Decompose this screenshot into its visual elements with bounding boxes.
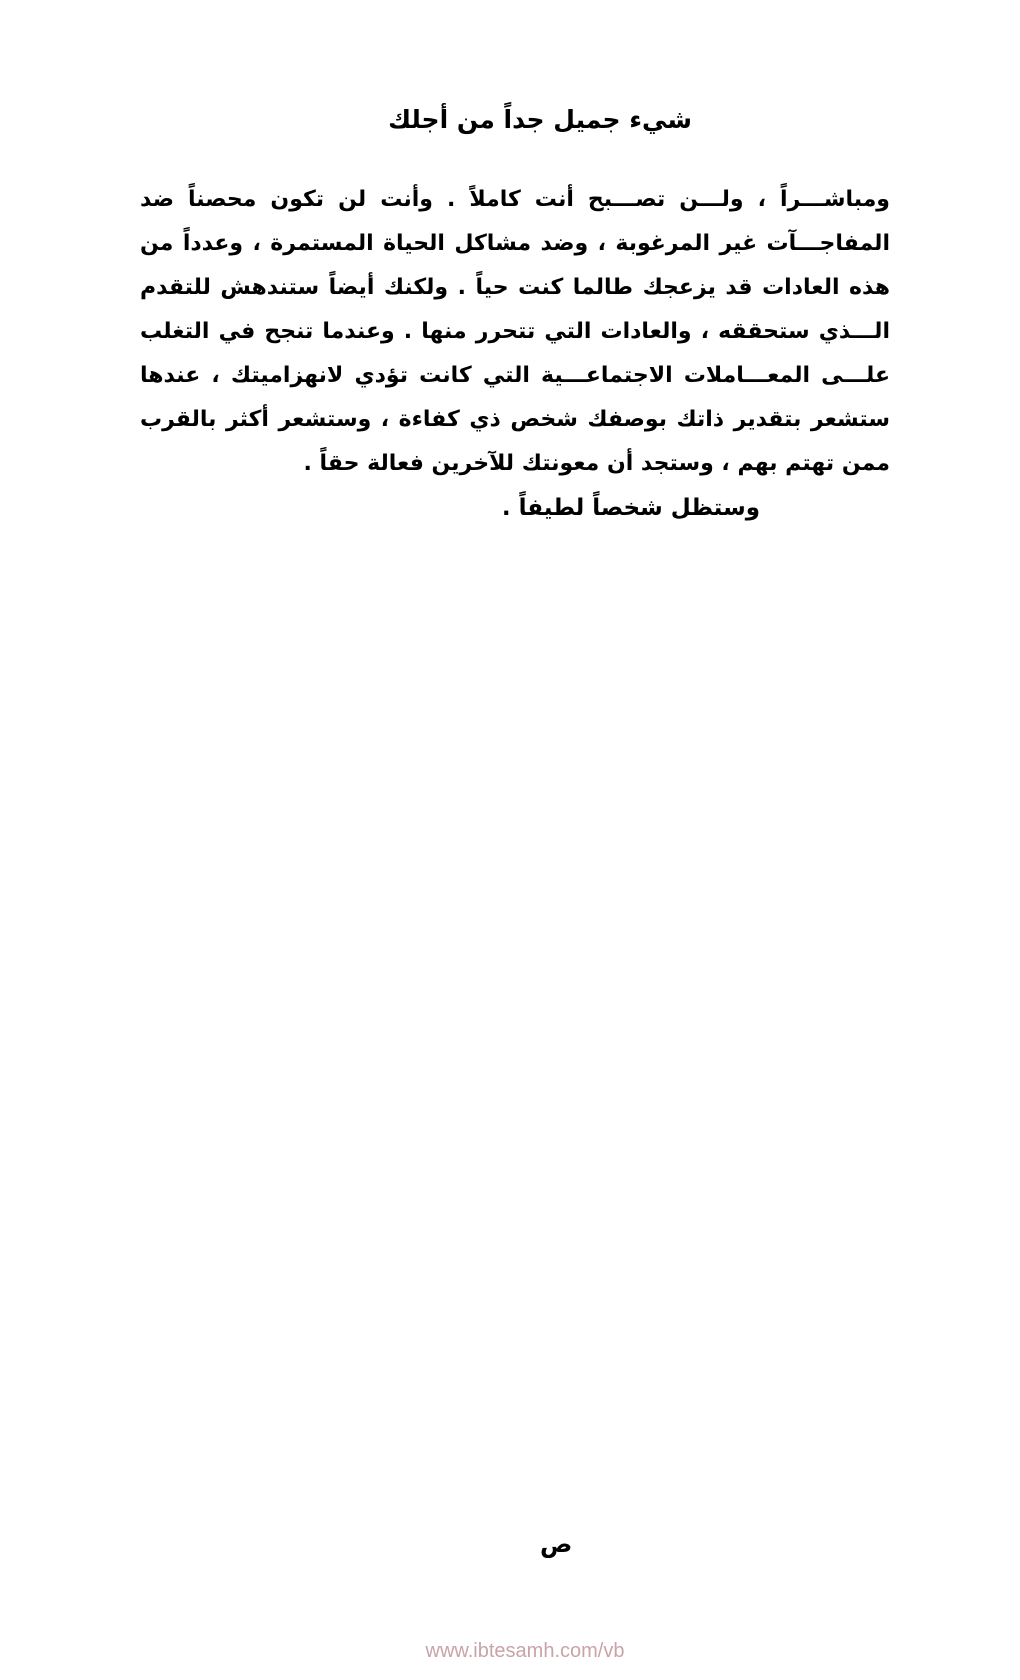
closing-line: وستظل شخصاً لطيفاً . xyxy=(501,495,760,521)
text-line: ومباشـــراً ، ولـــن تصـــبح أنت كاملاً . وأنت لن تكون محصناً ضد xyxy=(140,187,890,212)
page-number: ص xyxy=(540,1530,573,1558)
text-line: الـــذي ستحققه ، والعادات التي تتحرر منها . وعندما تنجح في التغلب xyxy=(140,319,890,344)
text-line: ستشعر بتقدير ذاتك بوصفك شخص ذي كفاءة ، وستشعر أكثر بالقرب xyxy=(140,407,890,432)
text-line: هذه العادات قد يزعجك طالما كنت حياً . ولكنك أيضاً ستندهش للتقدم xyxy=(140,275,890,300)
text-line: المفاجـــآت غير المرغوبة ، وضد مشاكل الحياة المستمرة ، وعدداً من xyxy=(140,231,890,256)
text-line: علـــى المعـــاملات الاجتماعـــية التي كانت تؤدي لانهزاميتك ، عندها xyxy=(140,363,890,388)
text-line: ممن تهتم بهم ، وستجد أن معونتك للآخرين فعالة حقاً . xyxy=(303,451,890,476)
page-title: شيء جميل جداً من أجلك xyxy=(388,105,692,134)
footer-url: www.ibtesamh.com/vb xyxy=(425,1640,625,1662)
body-text xyxy=(140,178,890,530)
